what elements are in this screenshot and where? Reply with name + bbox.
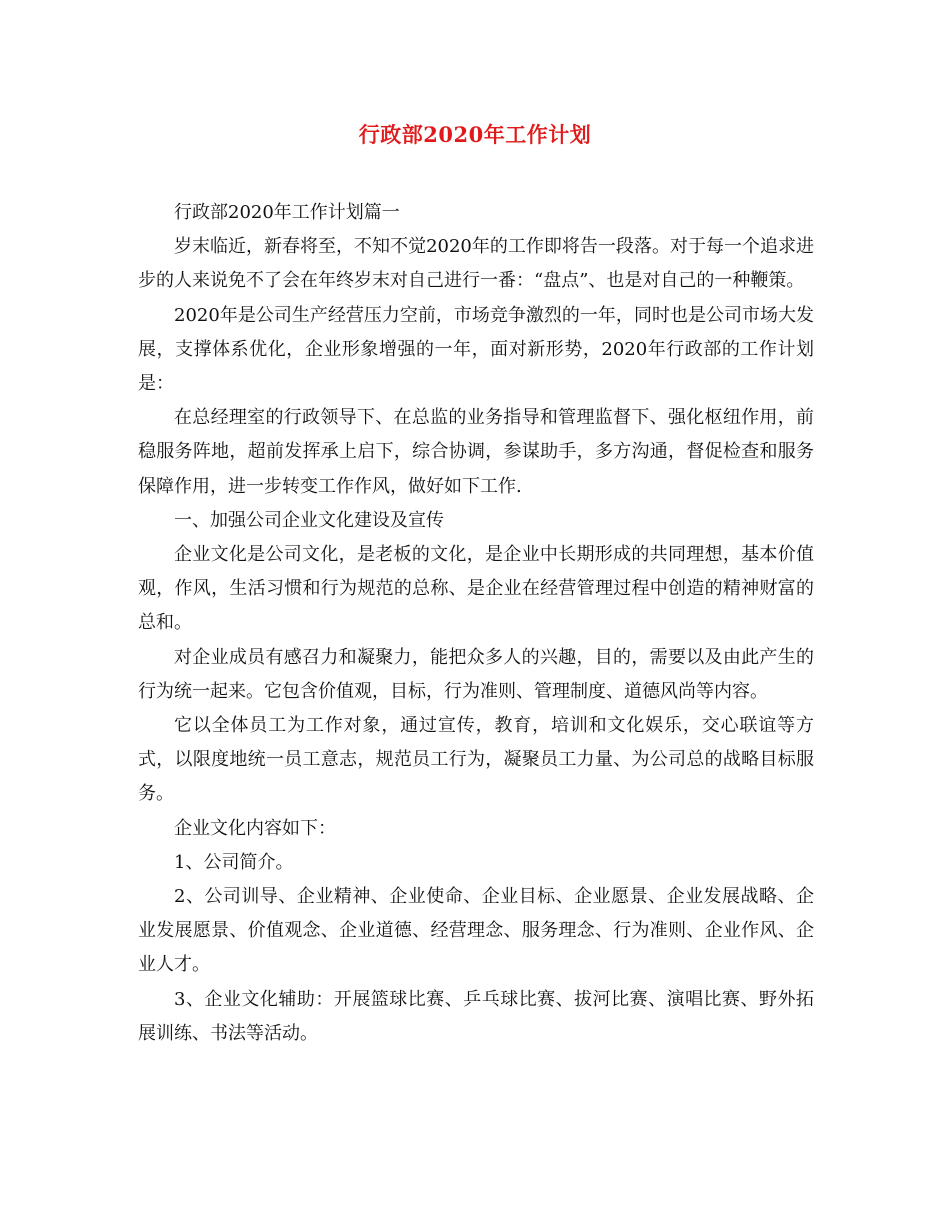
body-paragraph: 在总经理室的行政领导下、在总监的业务指导和管理监督下、强化枢纽作用，前稳服务阵地，超前发挥承上启下，综合协调，参谋助手，多方沟通，督促检查和服务保障作用，进一步转变工作作风，做好如下工作. — [138, 407, 814, 497]
list-item: 3、企业文化辅助：开展篮球比赛、乒乓球比赛、拔河比赛、演唱比赛、野外拓展训练、书法等活动。 — [138, 988, 814, 1044]
section-heading-paragraph: 行政部2020年工作计划篇一 — [174, 202, 400, 223]
body-paragraph: 对企业成员有感召力和凝聚力，能把众多人的兴趣，目的，需要以及由此产生的行为统一起来。它包含价值观，目标，行为准则、管理制度、道德风尚等内容。 — [138, 646, 814, 702]
document-title: 行政部2020年工作计划 — [358, 122, 592, 147]
body-paragraph: 它以全体员工为工作对象，通过宣传，教育，培训和文化娱乐，交心联谊等方式，以限度地统一员工意志，规范员工行为，凝聚员工力量、为公司总的战略目标服务。 — [138, 715, 814, 805]
body-paragraph: 企业文化内容如下： — [174, 817, 336, 839]
document-body — [138, 196, 814, 1051]
section-heading-paragraph: 一、加强公司企业文化建设及宣传 — [174, 509, 444, 531]
body-paragraph: 2020年是公司生产经营压力空前，市场竞争激烈的一年，同时也是公司市场大发展，支撑体系优化，企业形象增强的一年，面对新形势，2020年行政部的工作计划是： — [138, 304, 814, 395]
body-paragraph: 企业文化是公司文化，是老板的文化，是企业中长期形成的共同理想，基本价值观，作风，生活习惯和行为规范的总称、是企业在经营管理过程中创造的精神财富的总和。 — [138, 544, 814, 634]
body-paragraph: 岁末临近，新春将至，不知不觉2020年的工作即将告一段落。对于每一个追求进步的人来说免不了会在年终岁末对自己进行一番：“盘点”、也是对自己的一种鞭策。 — [138, 236, 814, 292]
list-item: 2、公司训导、企业精神、企业使命、企业目标、企业愿景、企业发展战略、企业发展愿景、价值观念、企业道德、经营理念、服务理念、行为准则、企业作风、企业人才。 — [138, 886, 814, 976]
list-item: 1、公司简介。 — [174, 851, 294, 873]
